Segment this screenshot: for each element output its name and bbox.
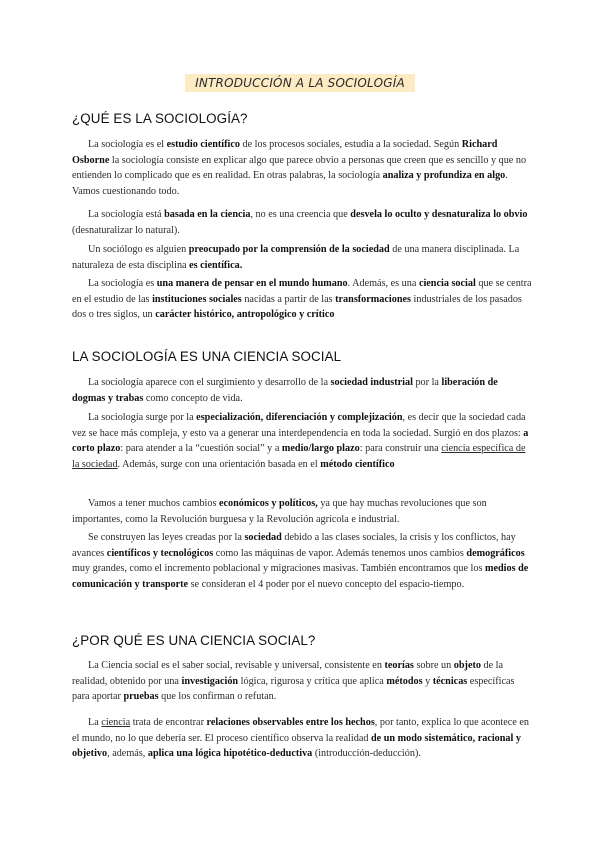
text-run: La sociología es el: [88, 139, 167, 150]
bold-term: analiza y profundiza en algo: [382, 170, 506, 182]
text-run: (desnaturalizar lo natural).: [72, 224, 180, 236]
text-run: Un sociólogo es alguien: [88, 244, 189, 255]
paragraph: [72, 242, 532, 273]
text-run: nacidas a partir de las: [241, 293, 336, 305]
underlined-term: ciencia: [101, 717, 131, 728]
bold-term: instituciones sociales: [152, 293, 242, 305]
text-run: . Además, surge con una orientación basada en el: [117, 458, 321, 470]
text-run: La Ciencia social es el saber social, revisable y universal, consistente en: [88, 660, 385, 671]
text-run: La: [88, 717, 102, 728]
text-run: La sociología es: [88, 278, 157, 289]
paragraph: [72, 137, 532, 199]
paragraph: [72, 207, 532, 238]
text-run: industriales de los pasados dos o tres siglos, un: [72, 293, 522, 321]
text-run: muy grandes, como el incremento poblacional y migraciones masivas. También encontramos que los: [72, 563, 485, 575]
bold-term: a corto plazo: [72, 427, 529, 455]
section-heading-por-que: ¿POR QUÉ ES UNA CIENCIA SOCIAL?: [72, 633, 316, 648]
text-run: . Vamos cuestionando todo.: [72, 170, 508, 197]
bold-term: relaciones observables entre los hechos: [206, 717, 375, 728]
text-run: de los procesos sociales, estudia a la sociedad. Según: [239, 139, 462, 150]
bold-term: ciencia social: [418, 278, 476, 289]
text-run: , además,: [107, 748, 148, 760]
bold-term: objeto: [453, 660, 481, 671]
text-run: La sociología surge por la: [88, 412, 197, 423]
text-run: sobre un: [413, 660, 454, 671]
text-run: , no es una creencia que: [250, 209, 351, 220]
paragraph: [72, 410, 532, 472]
text-run: (introducción-deducción).: [312, 748, 421, 760]
paragraph: [72, 658, 532, 705]
text-run: . Además, es una: [347, 278, 419, 289]
bold-term: teorías: [384, 660, 414, 671]
bold-term: método científico: [320, 458, 395, 470]
bold-term: medio/largo plazo: [281, 443, 360, 455]
bold-term: pruebas: [123, 691, 159, 703]
bold-term: aplica una lógica hipotético-deductiva: [147, 748, 313, 760]
text-run: y: [422, 675, 433, 687]
text-run: La sociología aparece con el surgimiento y desarrollo de la: [88, 377, 331, 388]
section-heading-ciencia-social: LA SOCIOLOGÍA ES UNA CIENCIA SOCIAL: [72, 349, 342, 364]
text-run: Se construyen las leyes creadas por la: [88, 532, 245, 543]
bold-term: especialización, diferenciación y complejización: [196, 412, 403, 423]
paragraph: [72, 530, 532, 592]
text-run: : para construir una: [359, 443, 442, 455]
bold-term: estudio científico: [166, 139, 240, 150]
bold-term: transformaciones: [335, 293, 411, 305]
bold-term: demográficos: [466, 547, 525, 559]
bold-term: carácter histórico, antropológico y crítico: [155, 309, 335, 321]
text-run: , por tanto, explica lo que acontece en el mundo, no lo que debería ser. El proceso científico observa la realidad: [72, 717, 529, 744]
text-run: de la realidad, obtenido por una: [72, 660, 504, 687]
text-run: como las máquinas de vapor. Además tenemos unos cambios: [213, 547, 467, 559]
bold-term: de un modo sistemático, racional y objetivo: [72, 732, 521, 760]
paragraph: [72, 496, 532, 527]
underlined-term: ciencia específica de la sociedad: [72, 443, 526, 470]
bold-term: basada en la ciencia: [164, 209, 251, 220]
bold-term: científicos y tecnológicos: [106, 547, 214, 559]
text-run: debido a las clases sociales, la crisis y los conflictos, hay avances: [72, 532, 516, 559]
bold-term: sociedad industrial: [330, 377, 413, 388]
text-run: : para atender a la “cuestión social” y a: [120, 443, 282, 455]
bold-term: desvela lo oculto y desnaturaliza lo obvio: [350, 209, 528, 220]
text-run: Vamos a tener muchos cambios: [88, 498, 219, 509]
bold-term: técnicas: [432, 675, 468, 687]
section-heading-que-es: ¿QUÉ ES LA SOCIOLOGÍA?: [72, 111, 248, 126]
bold-term: Richard Osborne: [72, 139, 498, 166]
bold-term: preocupado por la comprensión de la sociedad: [188, 244, 390, 255]
text-run: por la: [412, 377, 442, 388]
text-run: trata de encontrar: [130, 717, 207, 728]
text-run: de una manera disciplinada. La naturaleza de esta disciplina: [72, 244, 520, 271]
text-run: , es decir que la sociedad cada vez se hace más compleja, y esto va a generar una interdependencia en toda la sociedad. Surgió en dos plazos:: [72, 412, 526, 439]
text-run: que se centra en el estudio de las: [72, 278, 532, 305]
bold-term: económicos y políticos,: [219, 498, 318, 509]
text-run: la sociología consiste en explicar algo que parece obvio a personas que creen que es sencillo y que no entienden lo complicado que es en realidad. En otras palabras, la sociología: [72, 154, 527, 182]
bold-term: medios de comunicación y transporte: [72, 563, 529, 590]
bold-term: es científica.: [189, 259, 243, 271]
text-run: lógica, rigurosa y crítica que aplica: [238, 675, 387, 687]
text-run: como concepto de vida.: [143, 392, 243, 404]
text-run: La sociología está: [88, 209, 165, 220]
paragraph: [72, 715, 532, 762]
text-run: ya que hay muchas revoluciones que son importantes, como la Revolución burguesa y la Revolución agrícola e industrial.: [72, 498, 487, 525]
bold-term: liberación de dogmas y trabas: [72, 377, 498, 404]
paragraph: [72, 276, 532, 323]
text-run: que los confirman o refutan.: [158, 691, 277, 703]
text-run: específicas para aportar: [72, 675, 515, 703]
bold-term: una manera de pensar en el mundo humano: [156, 278, 348, 289]
bold-term: métodos: [386, 675, 423, 687]
bold-term: investigación: [181, 675, 239, 687]
paragraph: [72, 375, 532, 406]
document-title: INTRODUCCIÓN A LA SOCIOLOGÍA: [185, 74, 415, 92]
bold-term: sociedad: [244, 532, 282, 543]
text-run: se consideran el 4 poder por el nuevo concepto del espacio-tiempo.: [188, 578, 465, 590]
